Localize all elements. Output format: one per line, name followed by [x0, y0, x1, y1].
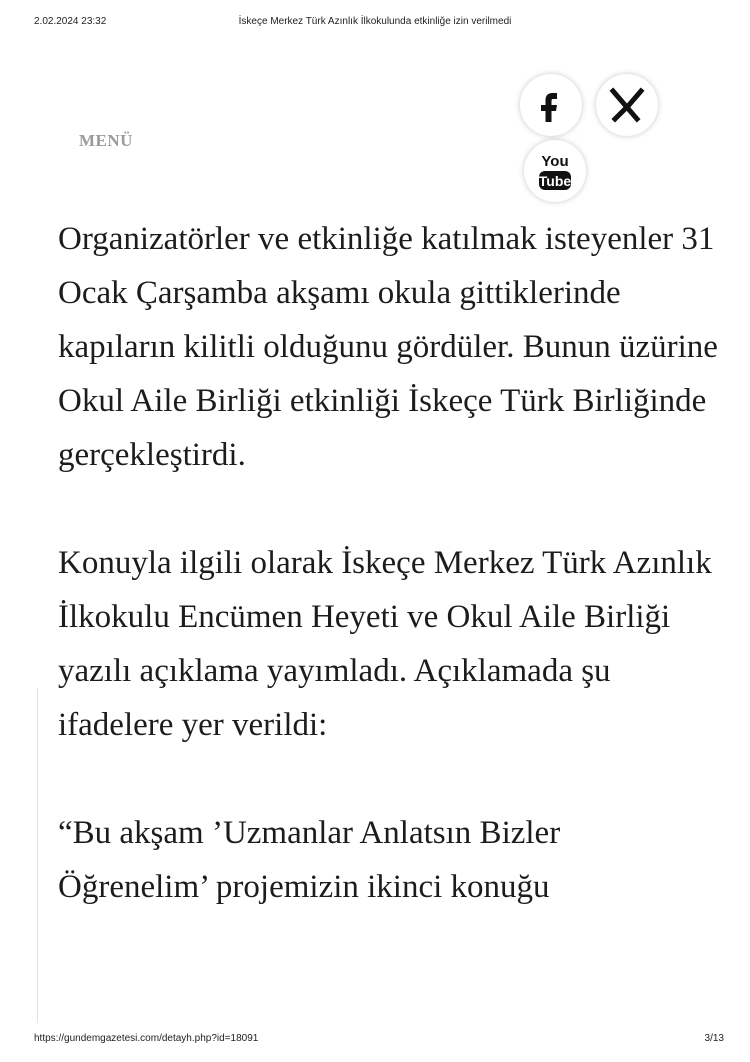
- article-paragraph: “Bu akşam ’Uzmanlar Anlatsın Bizler Öğrenelim’ projemizin ikinci konuğu: [58, 815, 561, 905]
- print-url: https://gundemgazetesi.com/detayh.php?id=18091: [34, 1033, 259, 1044]
- youtube-you-text: You: [541, 153, 569, 170]
- article-paragraph: Konuyla ilgili olarak İskeçe Merkez Türk Azınlık İlkokulu Encümen Heyeti ve Okul Aile Birliği yazılı açıklama yayımladı. Açıklamada şu ifadelere yer verildi:: [58, 545, 712, 743]
- menu-button[interactable]: MENÜ: [79, 131, 133, 150]
- article-body: [58, 212, 718, 914]
- facebook-icon: [536, 88, 566, 122]
- youtube-button[interactable]: [524, 140, 586, 202]
- facebook-button[interactable]: [520, 74, 582, 136]
- print-page-title: İskeçe Merkez Türk Azınlık İlkokulunda etkinliğe izin verilmedi: [238, 16, 512, 27]
- youtube-tube-text: Tube: [538, 173, 572, 189]
- x-twitter-button[interactable]: [596, 74, 658, 136]
- print-page-number: 3/13: [704, 1033, 724, 1044]
- article-paragraph: Organizatörler ve etkinliğe katılmak isteyenler 31 Ocak Çarşamba akşamı okula gittiklerinde kapıların kilitli olduğunu gördüler. Bunun üzürine Okul Aile Birliği etkinliği İskeçe Türk Birliğinde gerçekleştirdi.: [58, 221, 718, 473]
- divider: [37, 688, 38, 1023]
- youtube-icon: [535, 149, 575, 193]
- x-twitter-icon: [607, 85, 647, 125]
- print-datetime: 2.02.2024 23:32: [34, 16, 107, 27]
